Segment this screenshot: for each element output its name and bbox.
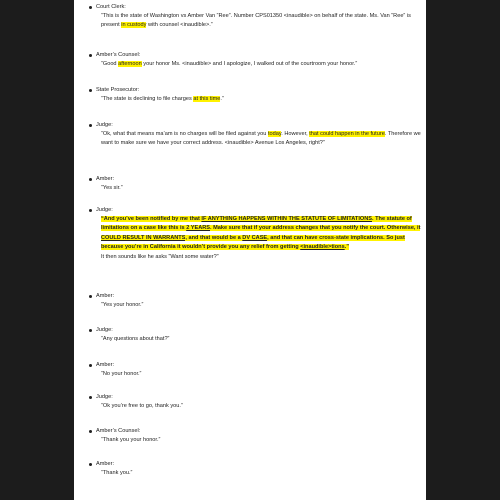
- quote-text: [89, 95, 423, 104]
- highlighted-text: COULD RESULT IN WARRANTS: [101, 234, 186, 241]
- speaker-label: Amber:: [89, 460, 423, 469]
- quote-segment: . However,: [281, 131, 310, 137]
- highlighted-text: .”: [344, 244, 350, 251]
- transcript-entry: [89, 361, 423, 379]
- quote-segment: “Thank you your honor.”: [101, 437, 161, 443]
- quote-segment: .”: [220, 96, 224, 102]
- transcript-entry: [89, 86, 423, 104]
- quote-text: [89, 469, 423, 478]
- transcript-entry: [89, 3, 423, 31]
- transcript-entry: [89, 326, 423, 344]
- quote-segment: “Thank you.”: [101, 470, 133, 476]
- highlighted-text: <inaudible>tions: [300, 244, 345, 251]
- quote-segment: “Any questions about that?”: [101, 336, 170, 342]
- quote-text: [89, 335, 423, 344]
- quote-segment: “Yes your honor.”: [101, 302, 144, 308]
- quote-text: [89, 436, 423, 445]
- highlighted-text: afternoon: [118, 61, 142, 67]
- quote-segment: “Yes sir.”: [101, 185, 123, 191]
- speaker-label: Amber’s Counsel:: [89, 427, 423, 436]
- transcript-entry: [89, 206, 423, 262]
- highlighted-text: DV CASE: [242, 234, 268, 241]
- highlighted-text: “And you’ve been notified by me that: [101, 216, 202, 222]
- speaker-label: Judge:: [89, 121, 423, 130]
- speaker-label: Judge:: [89, 393, 423, 402]
- quote-segment: . Therefore we want to make sure we have your correct address. <inaudible> Avenue Los Angeles, right?”: [101, 131, 421, 147]
- narration-text: It then sounds like he asks “Want some water?”: [101, 253, 219, 260]
- quote-segment: “No your honor.”: [101, 371, 142, 377]
- highlighted-text: at this time: [193, 96, 221, 102]
- highlighted-text: , and that can have cross-state implications. So just because you’re in California it wouldn’t provide you any relief from getting: [101, 234, 405, 251]
- speaker-label: Judge:: [89, 206, 423, 215]
- transcript-entry: [89, 51, 423, 69]
- transcript-entry: [89, 427, 423, 445]
- quote-text: [89, 370, 423, 379]
- highlighted-text: today: [267, 131, 282, 137]
- quote-segment: “Ok, what that means ma’am is no charges will be filed against you: [101, 131, 268, 137]
- document-page: [74, 0, 426, 500]
- quote-segment: “Good: [101, 61, 119, 67]
- speaker-label: Amber:: [89, 175, 423, 184]
- highlighted-text: IF ANYTHING HAPPENS WITHIN THE STATUTE OF LIMITATIONS: [201, 216, 372, 222]
- highlighted-text: . The statute of limitations on a case like this is: [101, 216, 412, 232]
- quote-text: [89, 184, 423, 193]
- speaker-label: Judge:: [89, 326, 423, 335]
- quote-text: [89, 12, 423, 31]
- quote-text: [89, 60, 423, 69]
- speaker-label: Amber:: [89, 361, 423, 370]
- speaker-label: State Prosecutor:: [89, 86, 423, 95]
- quote-segment: “This is the state of Washington vs Amber Van “Ree”. Number CPS01350 <inaudible> on behalf of the state. Ms. Van “Ree” is present: [101, 13, 411, 29]
- speaker-label: Amber’s Counsel:: [89, 51, 423, 60]
- transcript-entry: [89, 292, 423, 310]
- quote-segment: your honor Ms. <inaudible> and I apologize, I walked out of the courtroom your honor.”: [141, 61, 358, 67]
- quote-segment: “The state is declining to file charges: [101, 96, 194, 102]
- quote-text: [89, 301, 423, 310]
- highlighted-text: in custody: [121, 22, 147, 29]
- highlighted-text: , and that would be a: [185, 234, 243, 241]
- quote-text: [89, 130, 423, 149]
- quote-segment: with counsel <inaudible>.”: [146, 22, 213, 29]
- transcript-entry: [89, 460, 423, 478]
- highlighted-text: that could happen in the future: [309, 131, 385, 137]
- transcript-entry: [89, 121, 423, 149]
- quote-text: [89, 215, 423, 253]
- quote-segment: “Ok you’re free to go, thank you.”: [101, 403, 183, 409]
- transcript-entry: [89, 175, 423, 193]
- speaker-label: Court Clerk:: [89, 3, 423, 12]
- quote-text: [89, 402, 423, 411]
- transcript-entry: [89, 393, 423, 411]
- highlighted-text: 2 YEARS: [186, 225, 211, 232]
- speaker-label: Amber:: [89, 292, 423, 301]
- highlighted-text: . Make sure that if your address changes that you notify the court. Otherwise, it: [210, 225, 421, 232]
